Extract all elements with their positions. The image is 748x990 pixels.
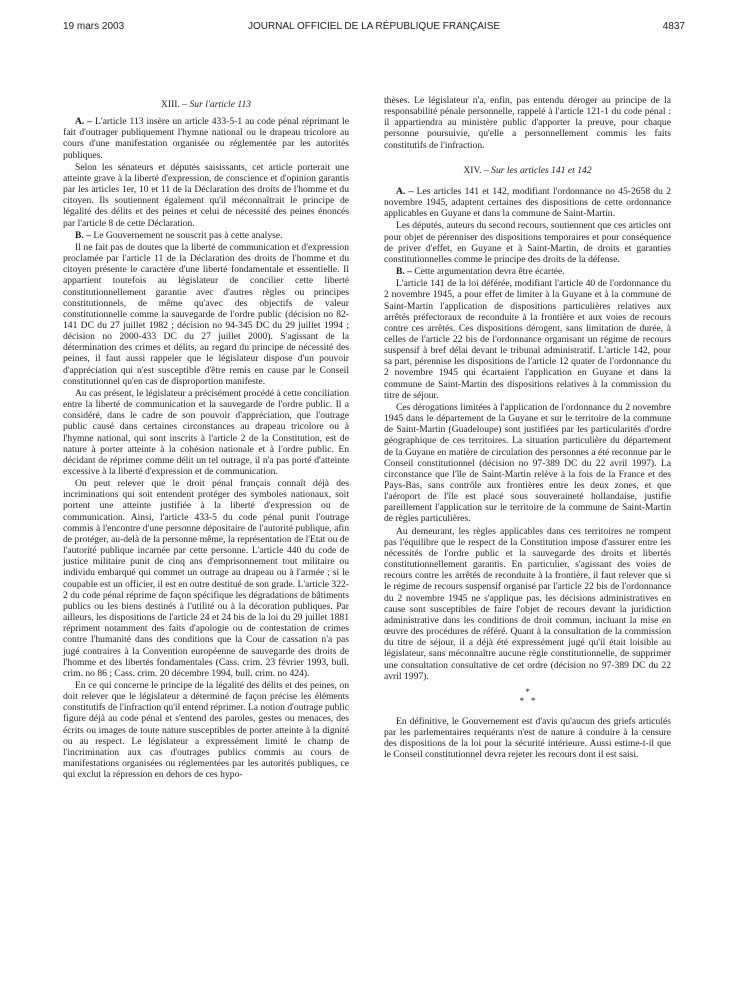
header-page-number: 4837: [662, 21, 685, 32]
section-title-xiv: [384, 165, 671, 176]
asterism-separator: [384, 688, 671, 706]
paragraph: Il ne fait pas de doutes que la liberté de communication et d'expression proclamée par l'article 11 de la Déclaration des droits de l'homme et du citoyen présente le caractère d'une liberté fondamentale et essentielle. Il appartient toutefois au législateur de concilier cette liberté constitutionnellement garantie avec d'autres règles ou principes constitutionnels, de même qu'avec des objectifs de valeur constitutionnelle comme la sauvegarde de l'ordre public (décision no 82-141 DC du 27 juillet 1982 ; décision no 94-345 DC du 29 juillet 1994 ; décision no 2000-433 DC du 27 juillet 2000). S'agissant de la détermination des crimes et délits, au regard du principe de nécessité des peines, il faut aussi rappeler que le législateur dispose d'un pouvoir d'appréciation qui n'est susceptible d'être remis en cause par le Conseil constitutionnel qu'en cas de disproportion manifeste.: [63, 241, 349, 387]
paragraph-marker: A. –: [75, 116, 93, 128]
right-column: [384, 95, 671, 761]
paragraph: Au demeurant, les règles applicables dans ces territoires ne rompent pas l'équilibre que le respect de la Constitution impose d'assurer entre les nécessités de l'ordre public et la sauvegarde des droits et libertés constitutionnellement garantis. En particulier, s'agissant des voies de recours contre les arrêtés de reconduite à la frontière, il faut relever que si le régime de recours suspensif organisé par l'article 22 bis de l'ordonnance du 2 novembre 1945 ne s'applique pas, les décisions administratives en cause sont susceptibles de faire l'objet de recours devant la juridiction administrative dans les conditions de droit commun, incluant la mise en œuvre des procédures de référé. Quant à la consultation de la commission du titre de séjour, il a déjà été expressément jugé qu'il était loisible au législateur, sans méconnaître aucune règle constitutionnelle, de supprimer une consultation consultative de cet ordre (décision no 97-389 DC du 22 avril 1997).: [384, 525, 671, 682]
section-heading: Sur l'article 113: [189, 99, 252, 110]
section-title-xiii: [63, 99, 349, 110]
paragraph-text: Cette argumentation devra être écartée.: [412, 266, 565, 278]
paragraph-marker: B. –: [396, 266, 412, 278]
asterism-bottom: * *: [519, 695, 536, 706]
paragraph: [384, 186, 671, 219]
paragraph: [63, 230, 349, 241]
paragraph: Les députés, auteurs du second recours, soutiennent que ces articles ont pour objet de pérenniser des dispositions temporaires et pour conséquence de priver d'effet, en Guyane et à Saint-Martin, de droits et garanties constitutionnelles comme le principe des droits de la défense.: [384, 220, 671, 265]
header-date: 19 mars 2003: [63, 21, 125, 32]
paragraph: En ce qui concerne le principe de la légalité des délits et des peines, on doit relever que le législateur a déterminé de façon précise les éléments constitutifs de l'infraction qu'il entend réprimer. La notion d'outrage public figure déjà au code pénal et s'entend des paroles, gestes ou menaces, des écrits ou images de toute nature susceptibles de porter atteinte à la dignité ou au respect. Le législateur a expressément limité le champ de l'incrimination aux cas d'outrages publics commis au cours de manifestations organisées ou réglementées par les autorités publiques, ce qui exclut la répression en dehors de ces hypo-: [63, 679, 349, 781]
asterism-top: *: [525, 686, 530, 697]
paragraph-text: L'article 113 insère un article 433-5-1 au code pénal réprimant le fait d'outrager publiquement l'hymne national ou le drapeau tricolore au cours d'une manifestation organisée ou réglementée par les autorités publiques.: [63, 116, 349, 161]
paragraph: [63, 116, 349, 161]
paragraph: On peut relever que le droit pénal français connaît déjà des incriminations qui soit entendent protéger des symboles nationaux, soit portent une atteinte justifiée à la liberté d'expression ou de communication. Ainsi, l'article 433-5 du code pénal punit l'outrage commis à l'encontre d'une personne dépositaire de l'autorité publique, afin de protéger, au-delà de la personne même, la représentation de l'Etat ou de l'autorité publique incarnée par cette personne. L'article 440 du code de justice militaire punit de cinq ans d'emprisonnement tout militaire ou individu embarqué qui commet un outrage au drapeau ou à l'armée ; si le coupable est un officier, il est en outre destitué de son grade. L'article 322-2 du code pénal réprime de façon spécifique les dégradations de bâtiments publics ou les biens destinés à l'utilité ou à la décoration publiques. Par ailleurs, les dispositions de l'article 24 et 24 bis de la loi du 29 juillet 1881 répriment notamment des faits d'apologie ou de contestation de crimes contre l'humanité dans des conditions que la Cour de cassation n'a pas jugé contraires à la Convention européenne de sauvegarde des droits de l'homme et des libertés fondamentales (Cass. crim. 23 février 1993, bull. crim. no 86 ; Cass. crim. 20 décembre 1994, bull. crim. no 424).: [63, 478, 349, 679]
paragraph: En définitive, le Gouvernement est d'avis qu'aucun des griefs articulés par les parlementaires requérants n'est de nature à conduire à la censure des dispositions de la loi pour la sécurité intérieure. Aussi estime-t-il que le Conseil constitutionnel devra rejeter les recours dont il est saisi.: [384, 715, 671, 761]
left-column: [63, 95, 349, 781]
paragraph-marker: A. –: [396, 185, 414, 197]
paragraph: thèses. Le législateur n'a, enfin, pas entendu déroger au principe de la responsabilité pénale personnelle, rappelé à l'article 121-1 du code pénal : il appartiendra au ministère public d'apporter la preuve, pour chaque personne poursuivie, qu'elle a personnellement commis les faits constitutifs de l'infraction.: [384, 95, 671, 151]
paragraph-text: Le Gouvernement ne souscrit pas à cette analyse.: [91, 229, 283, 241]
paragraph-marker: B. –: [75, 229, 91, 241]
section-number: XIII. –: [160, 99, 188, 110]
paragraph: Selon les sénateurs et députés saisissants, cet article porterait une atteinte grave à la liberté d'expression, de conscience et d'opinion garantis par les articles 1er, 10 et 11 de la Déclaration des droits de l'homme et du citoyen. Ils soutiennent également qu'il méconnaîtrait le principe de légalité des délits et des peines et celui de nécessité des peines énoncés par l'article 8 de cette Déclaration.: [63, 161, 349, 229]
paragraph: Au cas présent, le législateur a précisément procédé à cette conciliation entre la liberté de communication et la sauvegarde de l'ordre public. Il a considéré, dans le cadre de son pouvoir d'appréciation, que l'outrage public causé dans certaines circonstances au drapeau tricolore ou à l'hymne national, qui sont inscrits à l'article 2 de la Constitution, est de nature à porter atteinte à la cohésion nationale et à l'ordre public. En décidant de réprimer comme délit un tel outrage, il n'a pas porté d'atteinte excessive à la liberté d'expression et de communication.: [63, 387, 349, 477]
paragraph-text: Les articles 141 et 142, modifiant l'ordonnance no 45-2658 du 2 novembre 1945, adaptent certaines des dispositions de cette ordonnance applicables en Guyane et dans la commune de Saint-Martin.: [384, 185, 671, 220]
paragraph: [384, 266, 671, 277]
page-header: [63, 21, 685, 35]
section-number: XIV. –: [463, 164, 489, 176]
header-journal-title: JOURNAL OFFICIEL DE LA RÉPUBLIQUE FRANÇAISE: [247, 21, 501, 32]
paragraph: Ces dérogations limitées à l'application de l'ordonnance du 2 novembre 1945 dans le département de la Guyane et sur le territoire de la commune de Saint-Martin (Guadeloupe) sont justifiées par les particularités d'ordre géographique de ces territoires. La situation particulière du département de la Guyane en matière de circulation des personnes a été reconnue par le Conseil constitutionnel (décision no 97-389 DC du 22 avril 1997). La circonstance que l'île de Saint-Martin relève à la fois de la France et des Pays-Bas, sans contrôle aux frontières entre les deux zones, et que l'aéroport de l'île est placé sous souveraineté hollandaise, justifie pareillement l'application sur le territoire de la commune de Saint-Martin de règles particulières.: [384, 401, 671, 525]
section-heading: Sur les articles 141 et 142: [491, 164, 592, 176]
paragraph: L'article 141 de la loi déférée, modifiant l'article 40 de l'ordonnance du 2 novembre 1945, a pour effet de limiter à la Guyane et à la commune de Saint-Martin l'application de dispositions particulières relatives aux arrêtés préfectoraux de reconduite à la frontière et aux voies de recours contre ces arrêtés. Ces dispositions dérogent, sans limitation de durée, à celles de l'article 22 bis de l'ordonnance organisant un régime de recours suspensif à bref délai devant le tribunal administratif. L'article 142, pour sa part, pérennise les dispositions de l'article 12 quater de l'ordonnance du 2 novembre 1945 qui écartaient l'application en Guyane et dans la commune de Saint-Martin des dispositions relatives à la commission du titre de séjour.: [384, 278, 671, 401]
